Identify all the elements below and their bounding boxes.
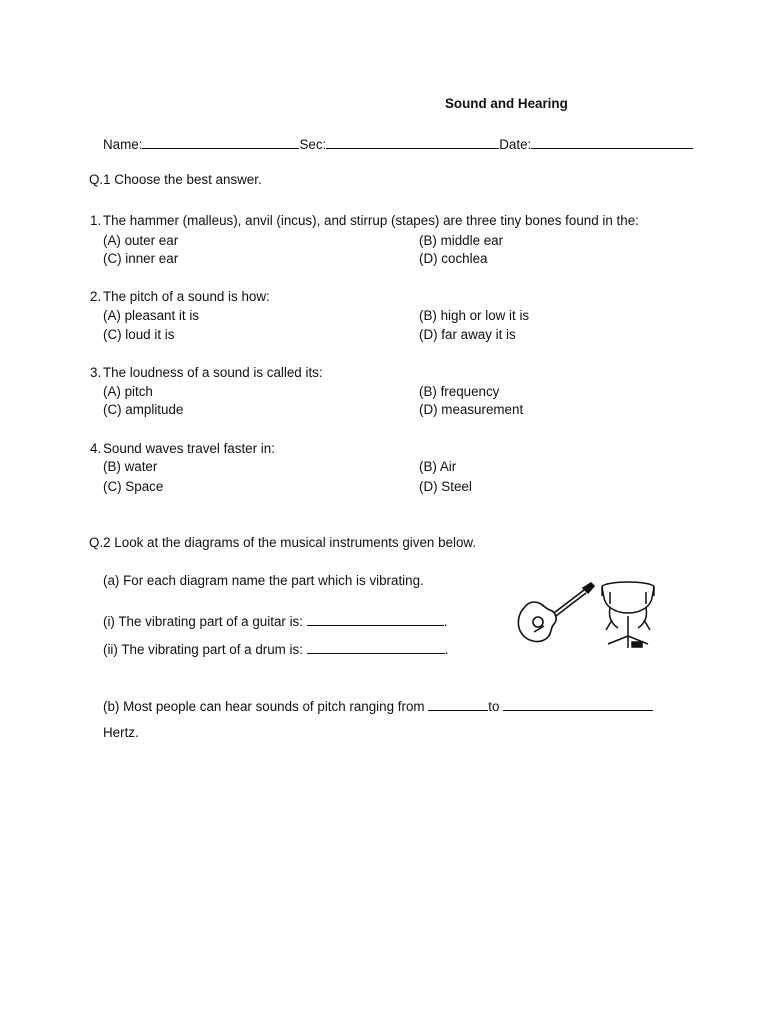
guitar-answer-blank[interactable] (307, 612, 444, 626)
q2-heading: Q.2 Look at the diagrams of the musical instruments given below. (89, 535, 477, 550)
question-text: The pitch of a sound is how: (103, 289, 270, 304)
option-c[interactable]: (C) inner ear (103, 251, 179, 266)
option-c[interactable]: (C) Space (103, 479, 164, 494)
name-blank[interactable] (142, 135, 299, 149)
question-number: 4. (90, 441, 102, 456)
drum-prompt: (ii) The vibrating part of a drum is: (103, 642, 303, 657)
drum-answer-blank[interactable] (307, 640, 445, 654)
q1-heading: Q.1 Choose the best answer. (89, 172, 262, 187)
name-label: Name: (103, 137, 143, 152)
period: . (443, 614, 448, 629)
option-b[interactable]: (B) frequency (419, 384, 500, 399)
sec-blank[interactable] (326, 135, 499, 149)
option-d[interactable]: (D) measurement (419, 402, 524, 417)
sec-label: Sec: (299, 137, 327, 152)
part-b-question (103, 697, 653, 713)
option-b[interactable]: (B) Air (419, 459, 457, 474)
part-b-text: (b) Most people can hear sounds of pitch ranging from (103, 699, 425, 714)
option-a[interactable]: (A) outer ear (103, 233, 179, 248)
header-fields (103, 135, 693, 151)
option-a[interactable]: (B) water (103, 459, 158, 474)
option-a[interactable]: (A) pleasant it is (103, 308, 200, 323)
date-label: Date: (499, 137, 532, 152)
pitch-low-blank[interactable] (428, 697, 488, 711)
q2-part-a: (a) For each diagram name the part which is vibrating. (103, 573, 424, 588)
question-number: 1. (90, 213, 102, 228)
to-label: to (488, 699, 500, 714)
option-d[interactable]: (D) cochlea (419, 251, 488, 266)
date-blank[interactable] (531, 135, 693, 149)
guitar-question (103, 612, 447, 628)
drum-question (103, 640, 448, 656)
option-b[interactable]: (B) middle ear (419, 233, 504, 248)
pitch-high-blank[interactable] (503, 697, 653, 711)
option-a[interactable]: (A) pitch (103, 384, 153, 399)
option-c[interactable]: (C) loud it is (103, 327, 175, 342)
option-c[interactable]: (C) amplitude (103, 402, 184, 417)
hertz-label: Hertz. (103, 725, 139, 740)
drum-icon (598, 578, 658, 652)
option-d[interactable]: (D) far away it is (419, 327, 516, 342)
question-text: The loudness of a sound is called its: (103, 365, 323, 380)
option-d[interactable]: (D) Steel (419, 479, 472, 494)
page-title: Sound and Hearing (445, 96, 568, 111)
guitar-icon (514, 580, 596, 646)
question-number: 2. (90, 289, 102, 304)
guitar-prompt: (i) The vibrating part of a guitar is: (103, 614, 303, 629)
question-text: The hammer (malleus), anvil (incus), and stirrup (stapes) are three tiny bones found in the: (103, 213, 639, 228)
period: . (444, 642, 449, 657)
question-number: 3. (90, 365, 102, 380)
option-b[interactable]: (B) high or low it is (419, 308, 530, 323)
question-text: Sound waves travel faster in: (103, 441, 275, 456)
